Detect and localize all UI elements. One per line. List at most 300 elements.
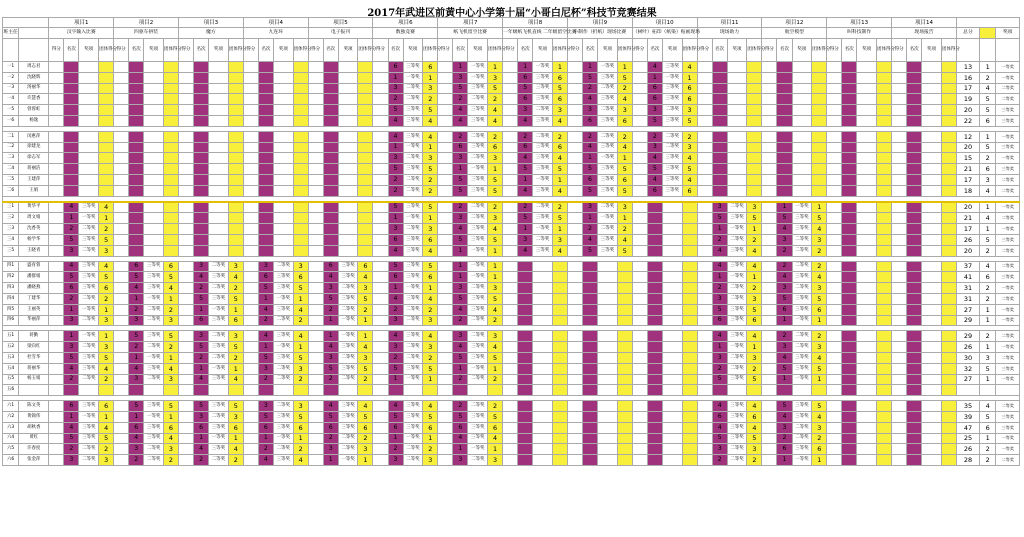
score-cell — [503, 131, 518, 142]
rank-cell — [518, 293, 533, 304]
award-cell: 一等奖 — [403, 283, 423, 294]
score-cell — [438, 213, 453, 224]
score-cell — [567, 444, 582, 455]
team-score-cell: 6 — [293, 422, 308, 433]
rank-cell: 6 — [194, 422, 209, 433]
award-cell — [922, 455, 942, 466]
score-cell — [243, 164, 258, 175]
team-score-cell — [877, 374, 892, 385]
team-score-cell — [293, 72, 308, 83]
teacher-name-cell: 周文娟 — [19, 213, 49, 224]
score-cell — [697, 185, 712, 196]
rank-cell — [842, 422, 857, 433]
award-cell — [598, 455, 618, 466]
score-cell — [373, 444, 388, 455]
rank-cell — [582, 315, 597, 326]
award-cell: 三等奖 — [662, 83, 682, 94]
rank-cell — [258, 385, 273, 396]
score-cell — [178, 342, 193, 353]
rank-cell — [907, 174, 922, 185]
score-cell — [762, 363, 777, 374]
award-cell: 三等奖 — [144, 272, 164, 283]
grand-rank-cell: 5 — [980, 363, 996, 374]
rank-cell — [647, 331, 662, 342]
rank-cell: 2 — [194, 455, 209, 466]
rank-cell — [907, 62, 922, 73]
award-cell: 三等奖 — [792, 363, 812, 374]
award-cell — [273, 105, 293, 116]
award-cell — [922, 164, 942, 175]
team-score-cell: 5 — [617, 72, 632, 83]
prize-cell: 二等奖 — [996, 331, 1020, 342]
class-cell: 二3 — [3, 153, 19, 164]
rank-cell — [647, 363, 662, 374]
award-cell: 二等奖 — [144, 374, 164, 385]
award-cell — [144, 94, 164, 105]
score-cell — [438, 401, 453, 412]
team-score-cell: 2 — [423, 304, 438, 315]
score-cell — [49, 224, 64, 235]
teacher-name-cell: 黄锦伟 — [19, 411, 49, 422]
team-score-cell: 5 — [812, 401, 827, 412]
award-cell: 三等奖 — [727, 213, 747, 224]
award-cell — [662, 401, 682, 412]
award-cell: 一等奖 — [792, 455, 812, 466]
rank-cell — [323, 202, 338, 213]
score-cell — [632, 62, 647, 73]
score-cell — [438, 185, 453, 196]
rank-cell — [582, 261, 597, 272]
team-score-cell — [877, 342, 892, 353]
rank-cell — [518, 422, 533, 433]
award-cell — [792, 153, 812, 164]
class-cell: 二5 — [3, 174, 19, 185]
team-score-cell: 3 — [488, 283, 503, 294]
rank-cell — [518, 444, 533, 455]
table-row — [3, 352, 1020, 363]
award-cell — [662, 234, 682, 245]
rank-cell: 3 — [777, 234, 792, 245]
score-cell — [762, 283, 777, 294]
score-subheader: 得分 — [243, 39, 258, 62]
score-cell — [503, 293, 518, 304]
team-score-cell: 4 — [747, 331, 762, 342]
award-cell: 三等奖 — [338, 261, 358, 272]
team-score-cell: 4 — [747, 422, 762, 433]
team-score-cell: 1 — [423, 283, 438, 294]
rank-cell: 3 — [712, 202, 727, 213]
score-cell — [762, 115, 777, 126]
project-name: 现场报告 — [892, 28, 957, 39]
rank-cell: 5 — [777, 213, 792, 224]
award-cell — [79, 83, 99, 94]
rank-cell — [129, 213, 144, 224]
team-score-cell — [877, 385, 892, 396]
score-cell — [178, 304, 193, 315]
team-score-cell — [163, 164, 178, 175]
grand-rank-cell: 2 — [980, 245, 996, 256]
rank-cell: 5 — [129, 331, 144, 342]
award-cell: 三等奖 — [79, 283, 99, 294]
award-cell: 二等奖 — [338, 352, 358, 363]
rank-cell: 3 — [323, 444, 338, 455]
award-cell — [338, 185, 358, 196]
team-score-cell — [941, 142, 956, 153]
score-cell — [827, 342, 842, 353]
score-cell — [762, 142, 777, 153]
score-cell — [178, 455, 193, 466]
prize-cell: 一等奖 — [996, 72, 1020, 83]
score-cell — [308, 422, 323, 433]
award-cell: 三等奖 — [727, 433, 747, 444]
award-cell: 一等奖 — [598, 153, 618, 164]
rank-cell: 2 — [518, 131, 533, 142]
team-score-cell: 6 — [228, 315, 243, 326]
rank-cell: 4 — [64, 261, 79, 272]
team-score-cell: 6 — [423, 62, 438, 73]
score-cell — [827, 374, 842, 385]
award-cell: 二等奖 — [144, 444, 164, 455]
rank-cell — [323, 72, 338, 83]
score-cell — [438, 142, 453, 153]
score-cell — [438, 72, 453, 83]
team-score-cell: 5 — [99, 272, 114, 283]
rank-cell — [647, 411, 662, 422]
rank-cell: 3 — [453, 283, 468, 294]
team-score-cell: 3 — [423, 315, 438, 326]
award-cell — [209, 153, 229, 164]
award-cell: 三等奖 — [533, 72, 553, 83]
project-header: 项目1 — [49, 18, 114, 28]
prize-cell: 一等奖 — [996, 315, 1020, 326]
team-score-cell: 1 — [747, 342, 762, 353]
rank-cell: 5 — [64, 234, 79, 245]
rank-cell — [129, 142, 144, 153]
score-cell — [892, 185, 907, 196]
award-cell: 三等奖 — [144, 401, 164, 412]
score-cell — [178, 213, 193, 224]
team-score-cell — [812, 185, 827, 196]
award-cell — [922, 261, 942, 272]
rank-cell: 1 — [388, 433, 403, 444]
sub-blank — [3, 39, 19, 62]
rank-cell — [194, 131, 209, 142]
team-score-cell: 4 — [617, 142, 632, 153]
award-cell — [144, 105, 164, 116]
rank-cell: 3 — [388, 83, 403, 94]
team-score-cell — [552, 411, 567, 422]
award-cell — [922, 94, 942, 105]
award-cell: 三等奖 — [403, 293, 423, 304]
team-score-cell: 4 — [488, 433, 503, 444]
award-cell — [273, 234, 293, 245]
score-cell — [697, 72, 712, 83]
rank-cell — [129, 115, 144, 126]
score-cell — [503, 142, 518, 153]
rank-cell — [453, 385, 468, 396]
prize-cell: 一等奖 — [996, 444, 1020, 455]
team-score-cell: 5 — [747, 374, 762, 385]
rank-cell: 3 — [453, 213, 468, 224]
score-cell — [762, 105, 777, 116]
score-cell — [243, 62, 258, 73]
score-cell — [178, 315, 193, 326]
rank-cell: 1 — [64, 331, 79, 342]
table-row — [3, 385, 1020, 396]
rank-cell — [258, 213, 273, 224]
award-cell: 三等奖 — [403, 363, 423, 374]
score-cell — [373, 283, 388, 294]
award-cell — [727, 174, 747, 185]
rank-cell — [777, 131, 792, 142]
award-cell: 三等奖 — [727, 261, 747, 272]
rank-cell: 5 — [518, 213, 533, 224]
score-subheader: 得分 — [308, 39, 323, 62]
rank-cell: 6 — [453, 422, 468, 433]
team-score-cell — [682, 331, 697, 342]
award-cell: 三等奖 — [598, 72, 618, 83]
project-name: 小制作（折纸）现场比赛 — [567, 28, 632, 39]
score-cell — [178, 142, 193, 153]
project-name: 四驱车拼装 — [114, 28, 179, 39]
score-cell — [632, 115, 647, 126]
rank-cell — [194, 213, 209, 224]
rank-cell — [323, 234, 338, 245]
team-score-cell: 2 — [228, 352, 243, 363]
award-cell: 二等奖 — [209, 411, 229, 422]
class-cell: 一6 — [3, 115, 19, 126]
award-cell: 一等奖 — [403, 374, 423, 385]
score-cell — [827, 283, 842, 294]
score-cell — [243, 283, 258, 294]
team-score-cell: 5 — [423, 363, 438, 374]
project-header: 项目2 — [114, 18, 179, 28]
score-cell — [503, 272, 518, 283]
award-cell: 三等奖 — [403, 105, 423, 116]
team-score-cell: 3 — [747, 444, 762, 455]
rank-cell — [842, 174, 857, 185]
team-score-cell: 6 — [358, 422, 373, 433]
score-subheader: 得分 — [438, 39, 453, 62]
rank-cell: 4 — [64, 363, 79, 374]
score-cell — [503, 202, 518, 213]
award-cell: 三等奖 — [79, 422, 99, 433]
score-cell — [308, 331, 323, 342]
rank-cell — [518, 331, 533, 342]
award-cell — [79, 72, 99, 83]
rank-cell: 3 — [64, 245, 79, 256]
score-cell — [697, 245, 712, 256]
team-subheader: 团体得分 — [617, 39, 632, 62]
award-cell: 三等奖 — [403, 62, 423, 73]
team-score-cell: 5 — [228, 293, 243, 304]
team-score-cell — [228, 202, 243, 213]
award-cell: 二等奖 — [144, 304, 164, 315]
award-cell — [79, 115, 99, 126]
team-score-cell: 6 — [617, 115, 632, 126]
team-score-cell — [877, 213, 892, 224]
score-cell — [49, 315, 64, 326]
team-score-cell: 5 — [358, 293, 373, 304]
prize-cell: 二等奖 — [996, 185, 1020, 196]
award-cell: 三等奖 — [468, 352, 488, 363]
award-cell: 二等奖 — [662, 142, 682, 153]
score-cell — [827, 213, 842, 224]
score-cell — [243, 131, 258, 142]
award-cell: 三等奖 — [468, 342, 488, 353]
project-header: 项目4 — [243, 18, 308, 28]
team-score-cell: 1 — [99, 411, 114, 422]
team-score-cell — [293, 142, 308, 153]
rank-cell: 5 — [323, 293, 338, 304]
award-cell — [922, 283, 942, 294]
team-score-cell — [747, 185, 762, 196]
award-cell: 二等奖 — [727, 352, 747, 363]
class-cell: 六1 — [3, 401, 19, 412]
rank-cell: 1 — [64, 304, 79, 315]
team-score-cell: 2 — [99, 293, 114, 304]
score-cell — [892, 283, 907, 294]
award-cell — [792, 164, 812, 175]
score-cell — [114, 202, 129, 213]
team-score-cell: 2 — [812, 433, 827, 444]
award-cell — [792, 105, 812, 116]
award-cell: 三等奖 — [209, 272, 229, 283]
award-cell — [144, 202, 164, 213]
score-cell — [503, 342, 518, 353]
award-cell — [533, 401, 553, 412]
team-score-cell: 5 — [552, 213, 567, 224]
team-score-cell — [617, 455, 632, 466]
award-cell — [857, 174, 877, 185]
score-cell — [762, 261, 777, 272]
rank-cell — [258, 164, 273, 175]
team-score-cell: 5 — [812, 213, 827, 224]
award-cell: 一等奖 — [338, 331, 358, 342]
score-cell — [567, 261, 582, 272]
rank-cell — [582, 283, 597, 294]
team-score-cell: 2 — [488, 94, 503, 105]
rank-cell: 2 — [258, 444, 273, 455]
team-score-cell: 6 — [552, 94, 567, 105]
team-score-cell: 3 — [812, 283, 827, 294]
award-cell: 二等奖 — [468, 374, 488, 385]
total-cell: 15 — [956, 153, 979, 164]
score-cell — [892, 62, 907, 73]
total-cell: 37 — [956, 261, 979, 272]
team-score-cell: 2 — [99, 224, 114, 235]
rank-cell — [777, 115, 792, 126]
team-score-cell: 4 — [747, 261, 762, 272]
class-cell: 一4 — [3, 94, 19, 105]
score-cell — [697, 105, 712, 116]
score-cell — [178, 283, 193, 294]
team-score-cell — [99, 385, 114, 396]
team-score-cell — [358, 202, 373, 213]
team-score-cell: 2 — [423, 185, 438, 196]
team-score-cell — [682, 293, 697, 304]
award-cell — [727, 62, 747, 73]
rank-cell: 1 — [388, 283, 403, 294]
award-cell: 二等奖 — [79, 293, 99, 304]
score-cell — [892, 83, 907, 94]
award-cell: 三等奖 — [273, 331, 293, 342]
team-score-cell — [812, 94, 827, 105]
rank-cell: 2 — [453, 374, 468, 385]
team-score-cell — [358, 131, 373, 142]
award-cell — [857, 374, 877, 385]
award-cell: 一等奖 — [468, 72, 488, 83]
rank-cell: 3 — [194, 331, 209, 342]
score-cell — [567, 374, 582, 385]
grand-rank-cell: 5 — [980, 94, 996, 105]
table-row — [3, 115, 1020, 126]
team-score-cell: 4 — [617, 234, 632, 245]
score-cell — [308, 293, 323, 304]
award-cell — [857, 411, 877, 422]
team-score-cell: 1 — [488, 363, 503, 374]
rank-cell — [907, 234, 922, 245]
team-score-cell — [617, 433, 632, 444]
award-cell: 二等奖 — [209, 283, 229, 294]
award-cell: 三等奖 — [533, 185, 553, 196]
team-score-cell — [293, 62, 308, 73]
score-cell — [632, 315, 647, 326]
award-cell — [727, 105, 747, 116]
rank-cell — [712, 164, 727, 175]
team-score-cell — [293, 153, 308, 164]
team-subheader: 团体得分 — [941, 39, 956, 62]
score-cell — [243, 293, 258, 304]
team-score-cell — [358, 385, 373, 396]
score-cell — [567, 272, 582, 283]
score-cell — [178, 411, 193, 422]
rank-cell: 4 — [777, 224, 792, 235]
award-cell: 三等奖 — [273, 283, 293, 294]
rank-subheader: 名次 — [323, 39, 338, 62]
score-cell — [567, 164, 582, 175]
rank-cell — [842, 142, 857, 153]
award-cell — [598, 342, 618, 353]
total-cell: 20 — [956, 105, 979, 116]
award-cell: 三等奖 — [792, 213, 812, 224]
score-cell — [827, 142, 842, 153]
rank-cell — [907, 131, 922, 142]
team-score-cell — [163, 142, 178, 153]
team-score-cell: 3 — [488, 213, 503, 224]
score-cell — [762, 374, 777, 385]
rank-subheader: 名次 — [582, 39, 597, 62]
award-cell: 二等奖 — [533, 131, 553, 142]
rank-cell — [258, 62, 273, 73]
team-score-cell: 3 — [228, 411, 243, 422]
team-score-cell: 6 — [163, 261, 178, 272]
score-cell — [567, 213, 582, 224]
team-score-cell: 3 — [747, 352, 762, 363]
award-cell: 二等奖 — [403, 315, 423, 326]
rank-cell — [647, 293, 662, 304]
award-cell: 三等奖 — [209, 342, 229, 353]
team-score-cell — [877, 185, 892, 196]
total-cell: 21 — [956, 164, 979, 175]
score-cell — [178, 444, 193, 455]
team-score-cell: 4 — [99, 202, 114, 213]
team-score-cell — [163, 224, 178, 235]
score-cell — [308, 202, 323, 213]
team-score-cell: 1 — [423, 374, 438, 385]
rank-cell: 4 — [712, 401, 727, 412]
rank-cell — [194, 94, 209, 105]
